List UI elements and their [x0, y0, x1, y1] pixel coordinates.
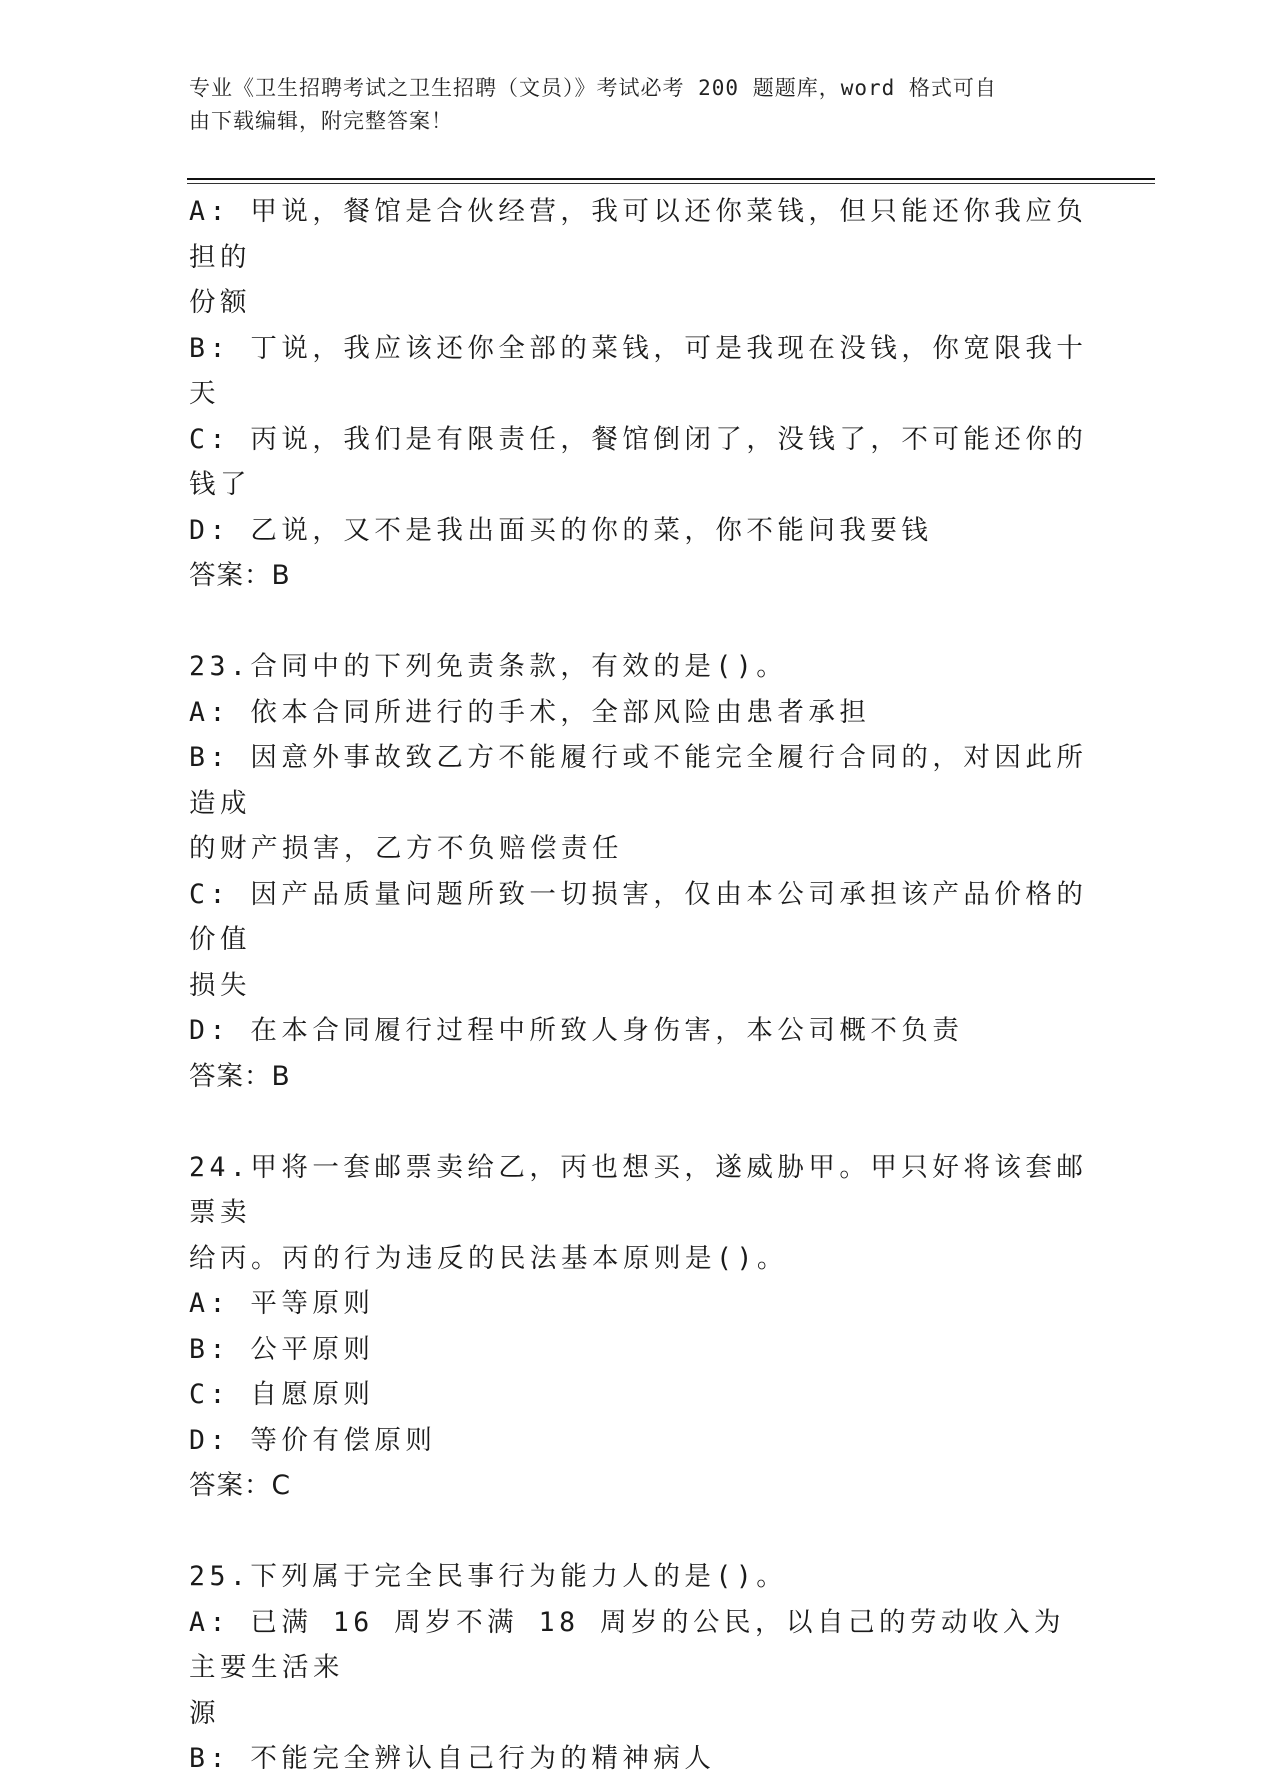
- document-body: [189, 189, 1089, 1782]
- spacer: [189, 599, 1089, 645]
- option-b: B: 因意外事故致乙方不能履行或不能完全履行合同的，对因此所造成: [189, 742, 1088, 819]
- option-a: A: 甲说，餐馆是合伙经营，我可以还你菜钱，但只能还你我应负担的: [189, 196, 1088, 273]
- question-23: [189, 644, 1089, 1099]
- option-b: B: 丁说，我应该还你全部的菜钱，可是我现在没钱，你宽限我十天: [189, 332, 1088, 409]
- header-divider-thick: [187, 178, 1155, 180]
- answer: 答案：B: [189, 560, 291, 591]
- header-line-1: 专业《卫生招聘考试之卫生招聘（文员）》考试必考 200 题题库，word 格式可自: [189, 76, 997, 100]
- option-a-continued: 份额: [189, 287, 251, 318]
- header-line-2: 由下载编辑，附完整答案！: [189, 109, 453, 133]
- header-divider-thin: [187, 183, 1155, 184]
- option-c-continued: 损失: [189, 969, 251, 1001]
- question-stem-continued: 给丙。丙的行为违反的民法基本原则是()。: [189, 1242, 788, 1274]
- spacer: [189, 1509, 1089, 1555]
- option-b-continued: 的财产损害，乙方不负赔偿责任: [189, 833, 623, 864]
- document-header: [189, 72, 1089, 138]
- answer: 答案：C: [189, 1470, 292, 1501]
- spacer: [189, 1099, 1089, 1145]
- option-c: C: 丙说，我们是有限责任，餐馆倒闭了，没钱了，不可能还你的钱了: [189, 423, 1088, 500]
- question-25: [189, 1554, 1089, 1782]
- answer: 答案：B: [189, 1060, 291, 1092]
- question-22-options: [189, 189, 1089, 599]
- option-c: C: 自愿原则: [189, 1379, 375, 1410]
- question-stem: 25.下列属于完全民事行为能力人的是()。: [189, 1561, 788, 1592]
- question-stem: 24.甲将一套邮票卖给乙，丙也想买，遂威胁甲。甲只好将该套邮票卖: [189, 1151, 1088, 1228]
- question-24: [189, 1145, 1089, 1509]
- option-b: B: 公平原则: [189, 1333, 375, 1365]
- option-a-continued: 源: [189, 1697, 220, 1729]
- option-c: C: 因产品质量问题所致一切损害，仅由本公司承担该产品价格的价值: [189, 878, 1088, 955]
- option-d: D: 等价有偿原则: [189, 1424, 437, 1456]
- option-d: D: 乙说，又不是我出面买的你的菜，你不能问我要钱: [189, 514, 933, 546]
- option-a: A: 已满 16 周岁不满 18 周岁的公民，以自己的劳动收入为主要生活来: [189, 1606, 1065, 1683]
- option-d: D: 在本合同履行过程中所致人身伤害，本公司概不负责: [189, 1015, 964, 1046]
- option-a: A: 依本合同所进行的手术，全部风险由患者承担: [189, 696, 871, 728]
- option-b: B: 不能完全辨认自己行为的精神病人: [189, 1743, 716, 1774]
- option-a: A: 平等原则: [189, 1288, 375, 1319]
- question-stem: 23.合同中的下列免责条款，有效的是()。: [189, 651, 788, 682]
